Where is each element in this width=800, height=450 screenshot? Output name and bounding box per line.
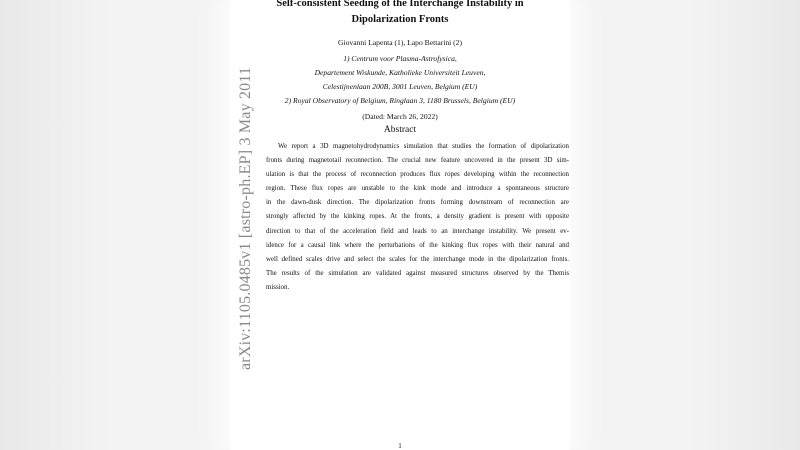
affiliation-line: Departement Wiskunde, Katholieke Universiteit Leuven,	[314, 68, 486, 77]
abstract-line: well defined scales drive and select the scales for the interchange mode in the dipolarization fronts.	[266, 256, 569, 263]
dated-line: (Dated: March 26, 2022)	[362, 112, 438, 121]
abstract-line: in the dawn-dusk direction. The dipolarization fronts forming downstream of reconnection are	[266, 199, 569, 206]
abstract-line: The results of the simulation are validated against measured structures observed by the Themis	[266, 270, 569, 277]
paper-title-line-2: Dipolarization Fronts	[351, 14, 449, 25]
abstract-line: strongly affected by the kinking ropes. At the fronts, a density gradient is present with opposite	[266, 213, 569, 220]
abstract-line: ulation is that the process of reconnection produces flux ropes developing within the reconnection	[266, 171, 569, 178]
paper-page	[230, 0, 570, 450]
paper-title-line-1: Self-consistent Seeding of the Interchange Instability in	[276, 0, 524, 9]
authors: Giovanni Lapenta (1), Lapo Bettarini (2)	[338, 38, 462, 47]
page-number: 1	[398, 442, 402, 450]
abstract-line: idence for a causal link where the perturbations of the kinking flux ropes with their natural and	[266, 242, 569, 249]
abstract-line: We report a 3D magnetohydrodynamics simulation that studies the formation of dipolarization	[278, 143, 569, 150]
affiliation-line: Celestijnenlaan 200B, 3001 Leuven, Belgium (EU)	[322, 82, 478, 91]
abstract-line: region. These flux ropes are unstable to the kink mode and introduce a spontaneous structure	[266, 185, 569, 192]
abstract-heading: Abstract	[383, 125, 417, 135]
arxiv-identifier-stamp: arXiv:1105.0485v1 [astro-ph.EP] 3 May 2011	[237, 66, 254, 370]
abstract-line: fronts during magnetotail reconnection. The crucial new feature uncovered in the present 3D sim-	[266, 157, 569, 164]
abstract-line: mission.	[266, 284, 290, 291]
abstract-line: direction to that of the acceleration field and leads to an interchange instability. We present ev-	[266, 228, 569, 235]
affiliation-line: 1) Centrum voor Plasma-Astrofysica,	[343, 54, 457, 63]
affiliation-line: 2) Royal Observatory of Belgium, Ringlaan 3, 1180 Brussels, Belgium (EU)	[284, 96, 516, 105]
